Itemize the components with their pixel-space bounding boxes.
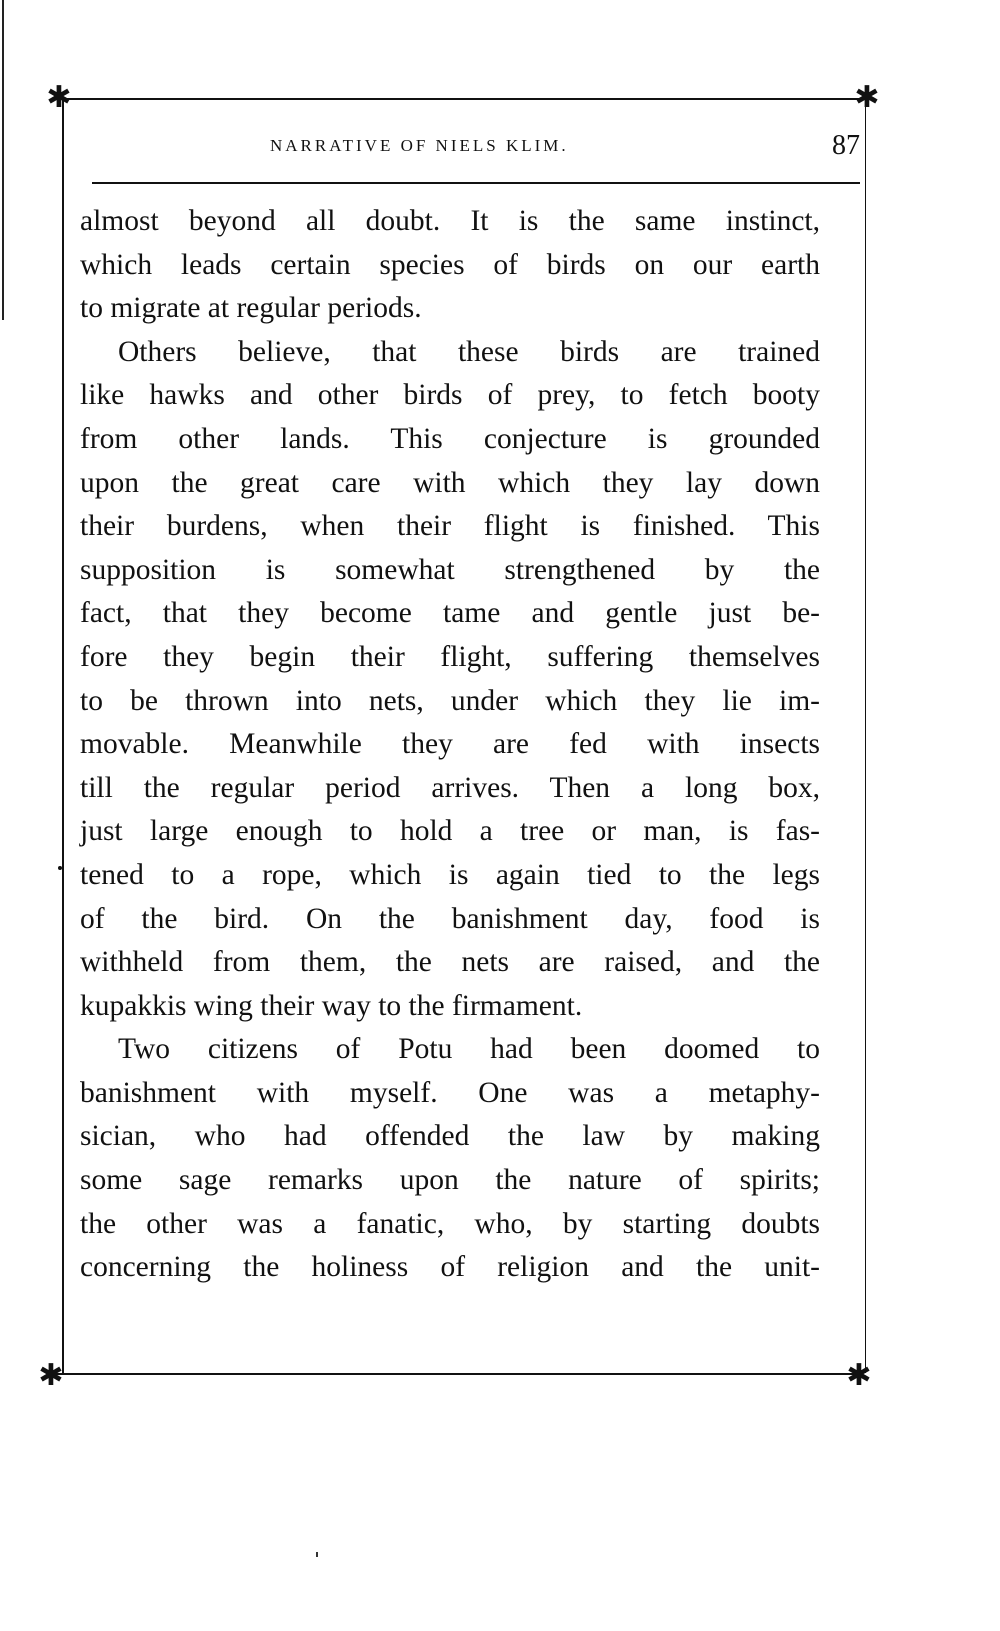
page-header: [90, 130, 860, 170]
text-line: concerning the holiness of religion and the unit-: [80, 1251, 820, 1284]
border-left-rule: [62, 100, 64, 1373]
text-line: tened to a rope, which is again tied to the legs: [80, 858, 820, 891]
scan-speck: [316, 1552, 318, 1557]
margin-dot: [58, 866, 62, 870]
border-bottom-rule: [50, 1373, 860, 1375]
text-line: of the bird. On the banishment day, food is: [80, 902, 820, 935]
text-line: their burdens, when their flight is finished. This: [80, 510, 820, 543]
text-line: upon the great care with which they lay down: [80, 466, 820, 499]
text-line: to be thrown into nets, under which they lie im-: [80, 684, 820, 717]
corner-ornament-icon: ✱: [46, 80, 72, 115]
text-line: Two citizens of Potu had been doomed to: [118, 1033, 820, 1066]
border-top-rule: [58, 98, 868, 100]
text-line: almost beyond all doubt. It is the same instinct,: [80, 205, 820, 237]
scan-edge-line: [2, 0, 4, 320]
corner-ornament-icon: ✱: [38, 1358, 64, 1393]
text-line: movable. Meanwhile they are fed with insects: [80, 728, 820, 761]
border-right-rule: [865, 100, 867, 1373]
text-line: Others believe, that these birds are trained: [118, 335, 820, 368]
body-text: [80, 200, 820, 1290]
text-line: fact, that they become tame and gentle just be-: [80, 597, 820, 630]
text-line: till the regular period arrives. Then a long box,: [80, 771, 820, 804]
page-number: 87: [832, 130, 860, 161]
text-line: which leads certain species of birds on our earth: [80, 248, 820, 281]
text-line: supposition is somewhat strengthened by the: [80, 553, 820, 586]
text-line: like hawks and other birds of prey, to fetch booty: [80, 379, 820, 412]
corner-ornament-icon: ✱: [846, 1358, 872, 1393]
text-line: just large enough to hold a tree or man, is fas-: [80, 815, 820, 848]
text-line: from other lands. This conjecture is grounded: [80, 422, 820, 455]
text-line: withheld from them, the nets are raised, and the: [80, 946, 820, 979]
text-line: some sage remarks upon the nature of spirits;: [80, 1164, 820, 1197]
text-line: kupakkis wing their way to the firmament.: [80, 989, 583, 1022]
text-line: banishment with myself. One was a metaphy-: [80, 1076, 820, 1109]
header-rule: [92, 182, 860, 184]
text-line: to migrate at regular periods.: [80, 292, 422, 325]
text-line: sician, who had offended the law by making: [80, 1120, 820, 1153]
corner-ornament-icon: ✱: [854, 80, 880, 115]
text-line: the other was a fanatic, who, by starting doubts: [80, 1207, 820, 1240]
running-title: NARRATIVE OF NIELS KLIM.: [270, 136, 569, 155]
text-line: fore they begin their flight, suffering themselves: [80, 640, 820, 673]
